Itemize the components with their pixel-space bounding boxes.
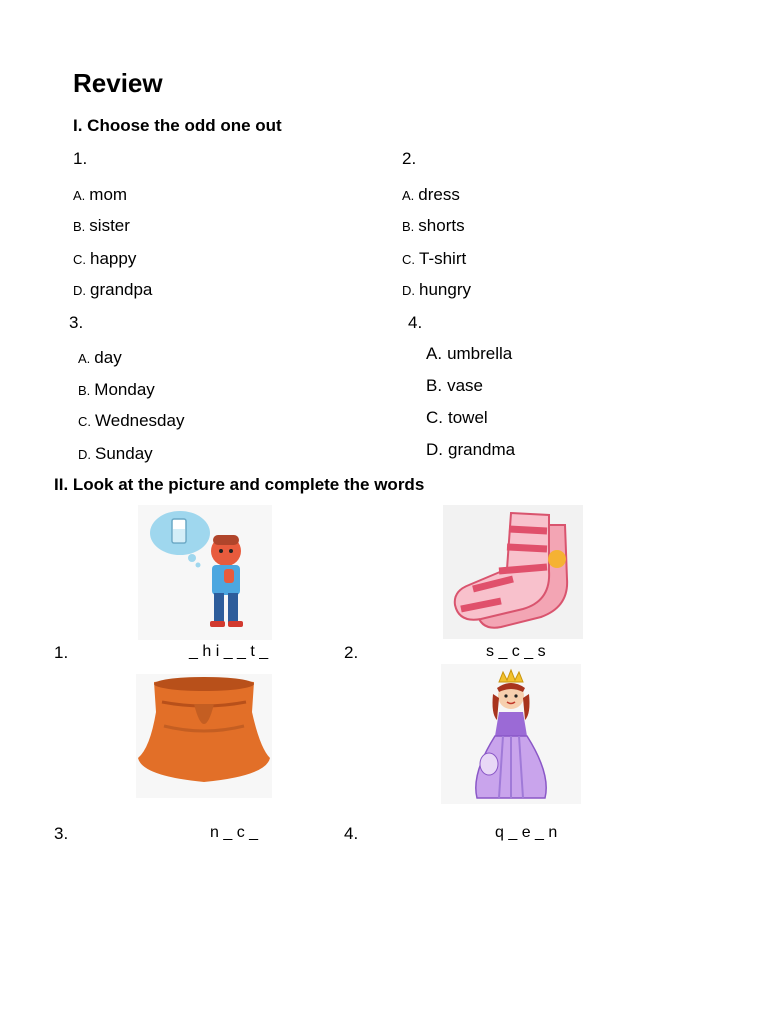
question-3-option-a[interactable]: A. day: [78, 348, 122, 367]
question-4-option-b[interactable]: B. vase: [426, 376, 483, 395]
queen-picture: [441, 664, 581, 804]
question-3-option-d[interactable]: D. Sunday: [78, 444, 153, 463]
question-3-option-c[interactable]: C. Wednesday: [78, 411, 185, 430]
question-2-option-b[interactable]: B. shorts: [402, 216, 465, 235]
thirsty-boy-picture: [138, 505, 272, 640]
word-1-pattern: _ h i _ _ t _: [189, 643, 269, 660]
word-3-pattern: n _ c _: [210, 824, 259, 841]
question-2-number: 2.: [402, 149, 417, 168]
question-4-option-d[interactable]: D. grandma: [426, 440, 516, 459]
picture-3-number: 3.: [54, 824, 69, 843]
question-1-option-c[interactable]: C. happy: [73, 249, 137, 268]
question-2-option-d[interactable]: D. hungry: [402, 280, 471, 299]
word-2-pattern: s _ c _ s: [486, 643, 546, 660]
question-4-option-c[interactable]: C. towel: [426, 408, 488, 427]
question-1-option-a[interactable]: A. mom: [73, 185, 128, 204]
question-1-option-d[interactable]: D. grandpa: [73, 280, 153, 299]
question-4-number: 4.: [408, 313, 423, 332]
socks-picture: [443, 505, 583, 639]
question-3-number: 3.: [69, 313, 84, 332]
word-4-pattern: q _ e _ n: [495, 824, 558, 841]
question-4-option-a[interactable]: A. umbrella: [426, 344, 513, 363]
question-3-option-b[interactable]: B. Monday: [78, 380, 155, 399]
question-2-option-a[interactable]: A. dress: [402, 185, 460, 204]
picture-1-number: 1.: [54, 643, 69, 662]
question-2-option-c[interactable]: C. T-shirt: [402, 249, 467, 268]
question-1-number: 1.: [73, 149, 88, 168]
section-1-heading: I. Choose the odd one out: [73, 116, 282, 135]
section-2-heading: II. Look at the picture and complete the words: [54, 475, 425, 494]
picture-2-number: 2.: [344, 643, 359, 662]
question-1-option-b[interactable]: B. sister: [73, 216, 130, 235]
neck-picture: [136, 674, 272, 798]
picture-4-number: 4.: [344, 824, 359, 843]
page-title: Review: [73, 68, 163, 98]
